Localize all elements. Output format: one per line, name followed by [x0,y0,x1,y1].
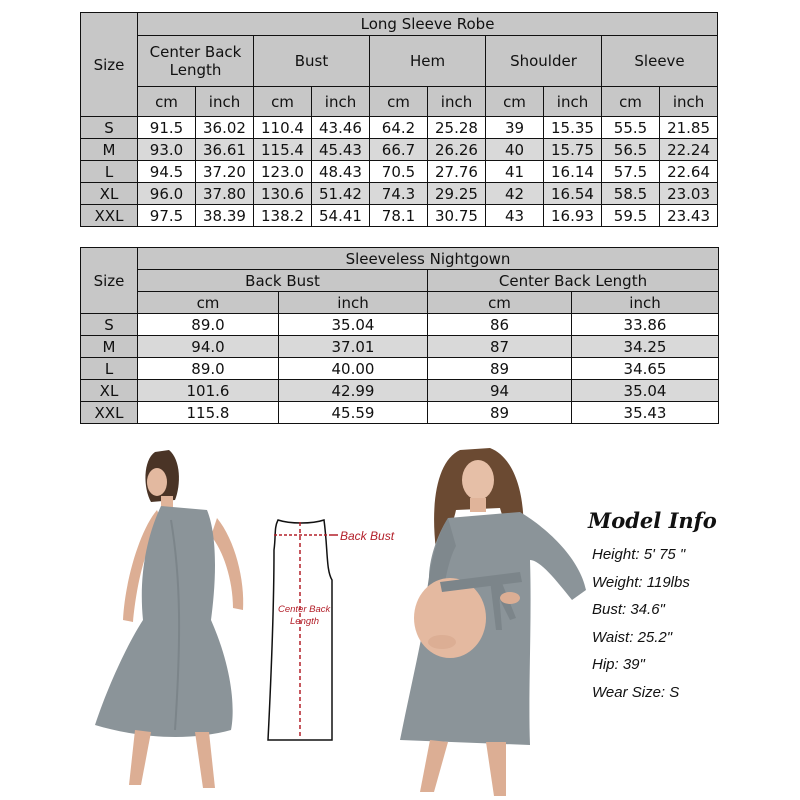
model-info-panel [588,508,717,706]
unit-cm: cm [486,87,544,117]
value-cell: 97.5 [138,205,196,227]
robe-size-table [80,12,718,227]
value-cell: 36.61 [196,139,254,161]
value-cell: 70.5 [370,161,428,183]
unit-inch: inch [660,87,718,117]
size-cell: XXL [81,402,138,424]
value-cell: 40 [486,139,544,161]
table-row [81,205,718,227]
robe-title: Long Sleeve Robe [138,13,718,36]
table-row [81,380,719,402]
robe-col-hem: Hem [370,36,486,87]
value-cell: 94 [428,380,572,402]
value-cell: 74.3 [370,183,428,205]
value-cell: 89 [428,402,572,424]
value-cell: 22.24 [660,139,718,161]
unit-inch: inch [312,87,370,117]
value-cell: 37.80 [196,183,254,205]
table-row [81,183,718,205]
unit-inch: inch [196,87,254,117]
value-cell: 130.6 [254,183,312,205]
value-cell: 38.39 [196,205,254,227]
value-cell: 101.6 [138,380,279,402]
unit-inch: inch [428,87,486,117]
value-cell: 23.03 [660,183,718,205]
size-cell: XL [81,380,138,402]
value-cell: 51.42 [312,183,370,205]
robe-table-body [81,117,718,227]
model-back-view-photo [85,440,275,800]
gown-title: Sleeveless Nightgown [138,248,719,270]
center-back-label-1: Center Back [278,604,331,615]
value-cell: 41 [486,161,544,183]
value-cell: 30.75 [428,205,486,227]
value-cell: 15.35 [544,117,602,139]
size-cell: L [81,161,138,183]
size-cell: L [81,358,138,380]
value-cell: 35.04 [279,314,428,336]
value-cell: 16.93 [544,205,602,227]
size-cell: XL [81,183,138,205]
value-cell: 21.85 [660,117,718,139]
value-cell: 64.2 [370,117,428,139]
model-height: Height: 5' 75 " [592,546,686,563]
value-cell: 56.5 [602,139,660,161]
value-cell: 66.7 [370,139,428,161]
robe-col-bust: Bust [254,36,370,87]
unit-inch: inch [279,292,428,314]
value-cell: 110.4 [254,117,312,139]
value-cell: 29.25 [428,183,486,205]
center-back-label-2: Length [290,616,320,627]
value-cell: 58.5 [602,183,660,205]
table-row [81,358,719,380]
value-cell: 34.65 [572,358,719,380]
table-row [81,336,719,358]
value-cell: 45.43 [312,139,370,161]
size-cell: M [81,139,138,161]
model-hip: Hip: 39" [592,656,645,673]
value-cell: 37.01 [279,336,428,358]
model-front-view-photo [390,440,590,800]
value-cell: 15.75 [544,139,602,161]
value-cell: 26.26 [428,139,486,161]
value-cell: 25.28 [428,117,486,139]
value-cell: 42.99 [279,380,428,402]
back-bust-label: Back Bust [340,529,395,543]
value-cell: 54.41 [312,205,370,227]
value-cell: 59.5 [602,205,660,227]
model-bust: Bust: 34.6" [592,601,665,618]
value-cell: 55.5 [602,117,660,139]
robe-size-header: Size [81,13,138,117]
value-cell: 35.43 [572,402,719,424]
value-cell: 91.5 [138,117,196,139]
gown-size-table [80,247,719,424]
table-row [81,161,718,183]
gown-col-center-back: Center Back Length [428,270,719,292]
table-row [81,402,719,424]
value-cell: 123.0 [254,161,312,183]
size-cell: S [81,314,138,336]
value-cell: 115.4 [254,139,312,161]
value-cell: 16.14 [544,161,602,183]
value-cell: 96.0 [138,183,196,205]
value-cell: 89.0 [138,358,279,380]
gown-size-header: Size [81,248,138,314]
size-cell: M [81,336,138,358]
unit-inch: inch [544,87,602,117]
value-cell: 93.0 [138,139,196,161]
robe-col-sleeve: Sleeve [602,36,718,87]
value-cell: 42 [486,183,544,205]
value-cell: 57.5 [602,161,660,183]
value-cell: 89 [428,358,572,380]
unit-cm: cm [428,292,572,314]
value-cell: 33.86 [572,314,719,336]
value-cell: 87 [428,336,572,358]
unit-cm: cm [602,87,660,117]
unit-cm: cm [138,87,196,117]
gown-table-body [81,314,719,424]
value-cell: 78.1 [370,205,428,227]
unit-cm: cm [138,292,279,314]
robe-col-shoulder: Shoulder [486,36,602,87]
value-cell: 16.54 [544,183,602,205]
value-cell: 48.43 [312,161,370,183]
value-cell: 40.00 [279,358,428,380]
value-cell: 115.8 [138,402,279,424]
value-cell: 43 [486,205,544,227]
model-waist: Waist: 25.2" [592,628,673,646]
value-cell: 45.59 [279,402,428,424]
value-cell: 138.2 [254,205,312,227]
size-cell: XXL [81,205,138,227]
robe-col-center-back: Center Back Length [138,36,254,87]
size-cell: S [81,117,138,139]
table-row [81,314,719,336]
value-cell: 36.02 [196,117,254,139]
value-cell: 22.64 [660,161,718,183]
table-row [81,139,718,161]
unit-cm: cm [370,87,428,117]
unit-cm: cm [254,87,312,117]
unit-inch: inch [572,292,719,314]
value-cell: 34.25 [572,336,719,358]
model-weight: Weight: 119lbs [592,573,690,591]
value-cell: 43.46 [312,117,370,139]
value-cell: 37.20 [196,161,254,183]
gown-col-back-bust: Back Bust [138,270,428,292]
value-cell: 94.0 [138,336,279,358]
value-cell: 39 [486,117,544,139]
model-info-title: Model Info [588,508,717,533]
model-wear-size: Wear Size: S [592,683,680,701]
value-cell: 23.43 [660,205,718,227]
value-cell: 27.76 [428,161,486,183]
value-cell: 35.04 [572,380,719,402]
value-cell: 94.5 [138,161,196,183]
value-cell: 86 [428,314,572,336]
value-cell: 89.0 [138,314,279,336]
table-row [81,117,718,139]
